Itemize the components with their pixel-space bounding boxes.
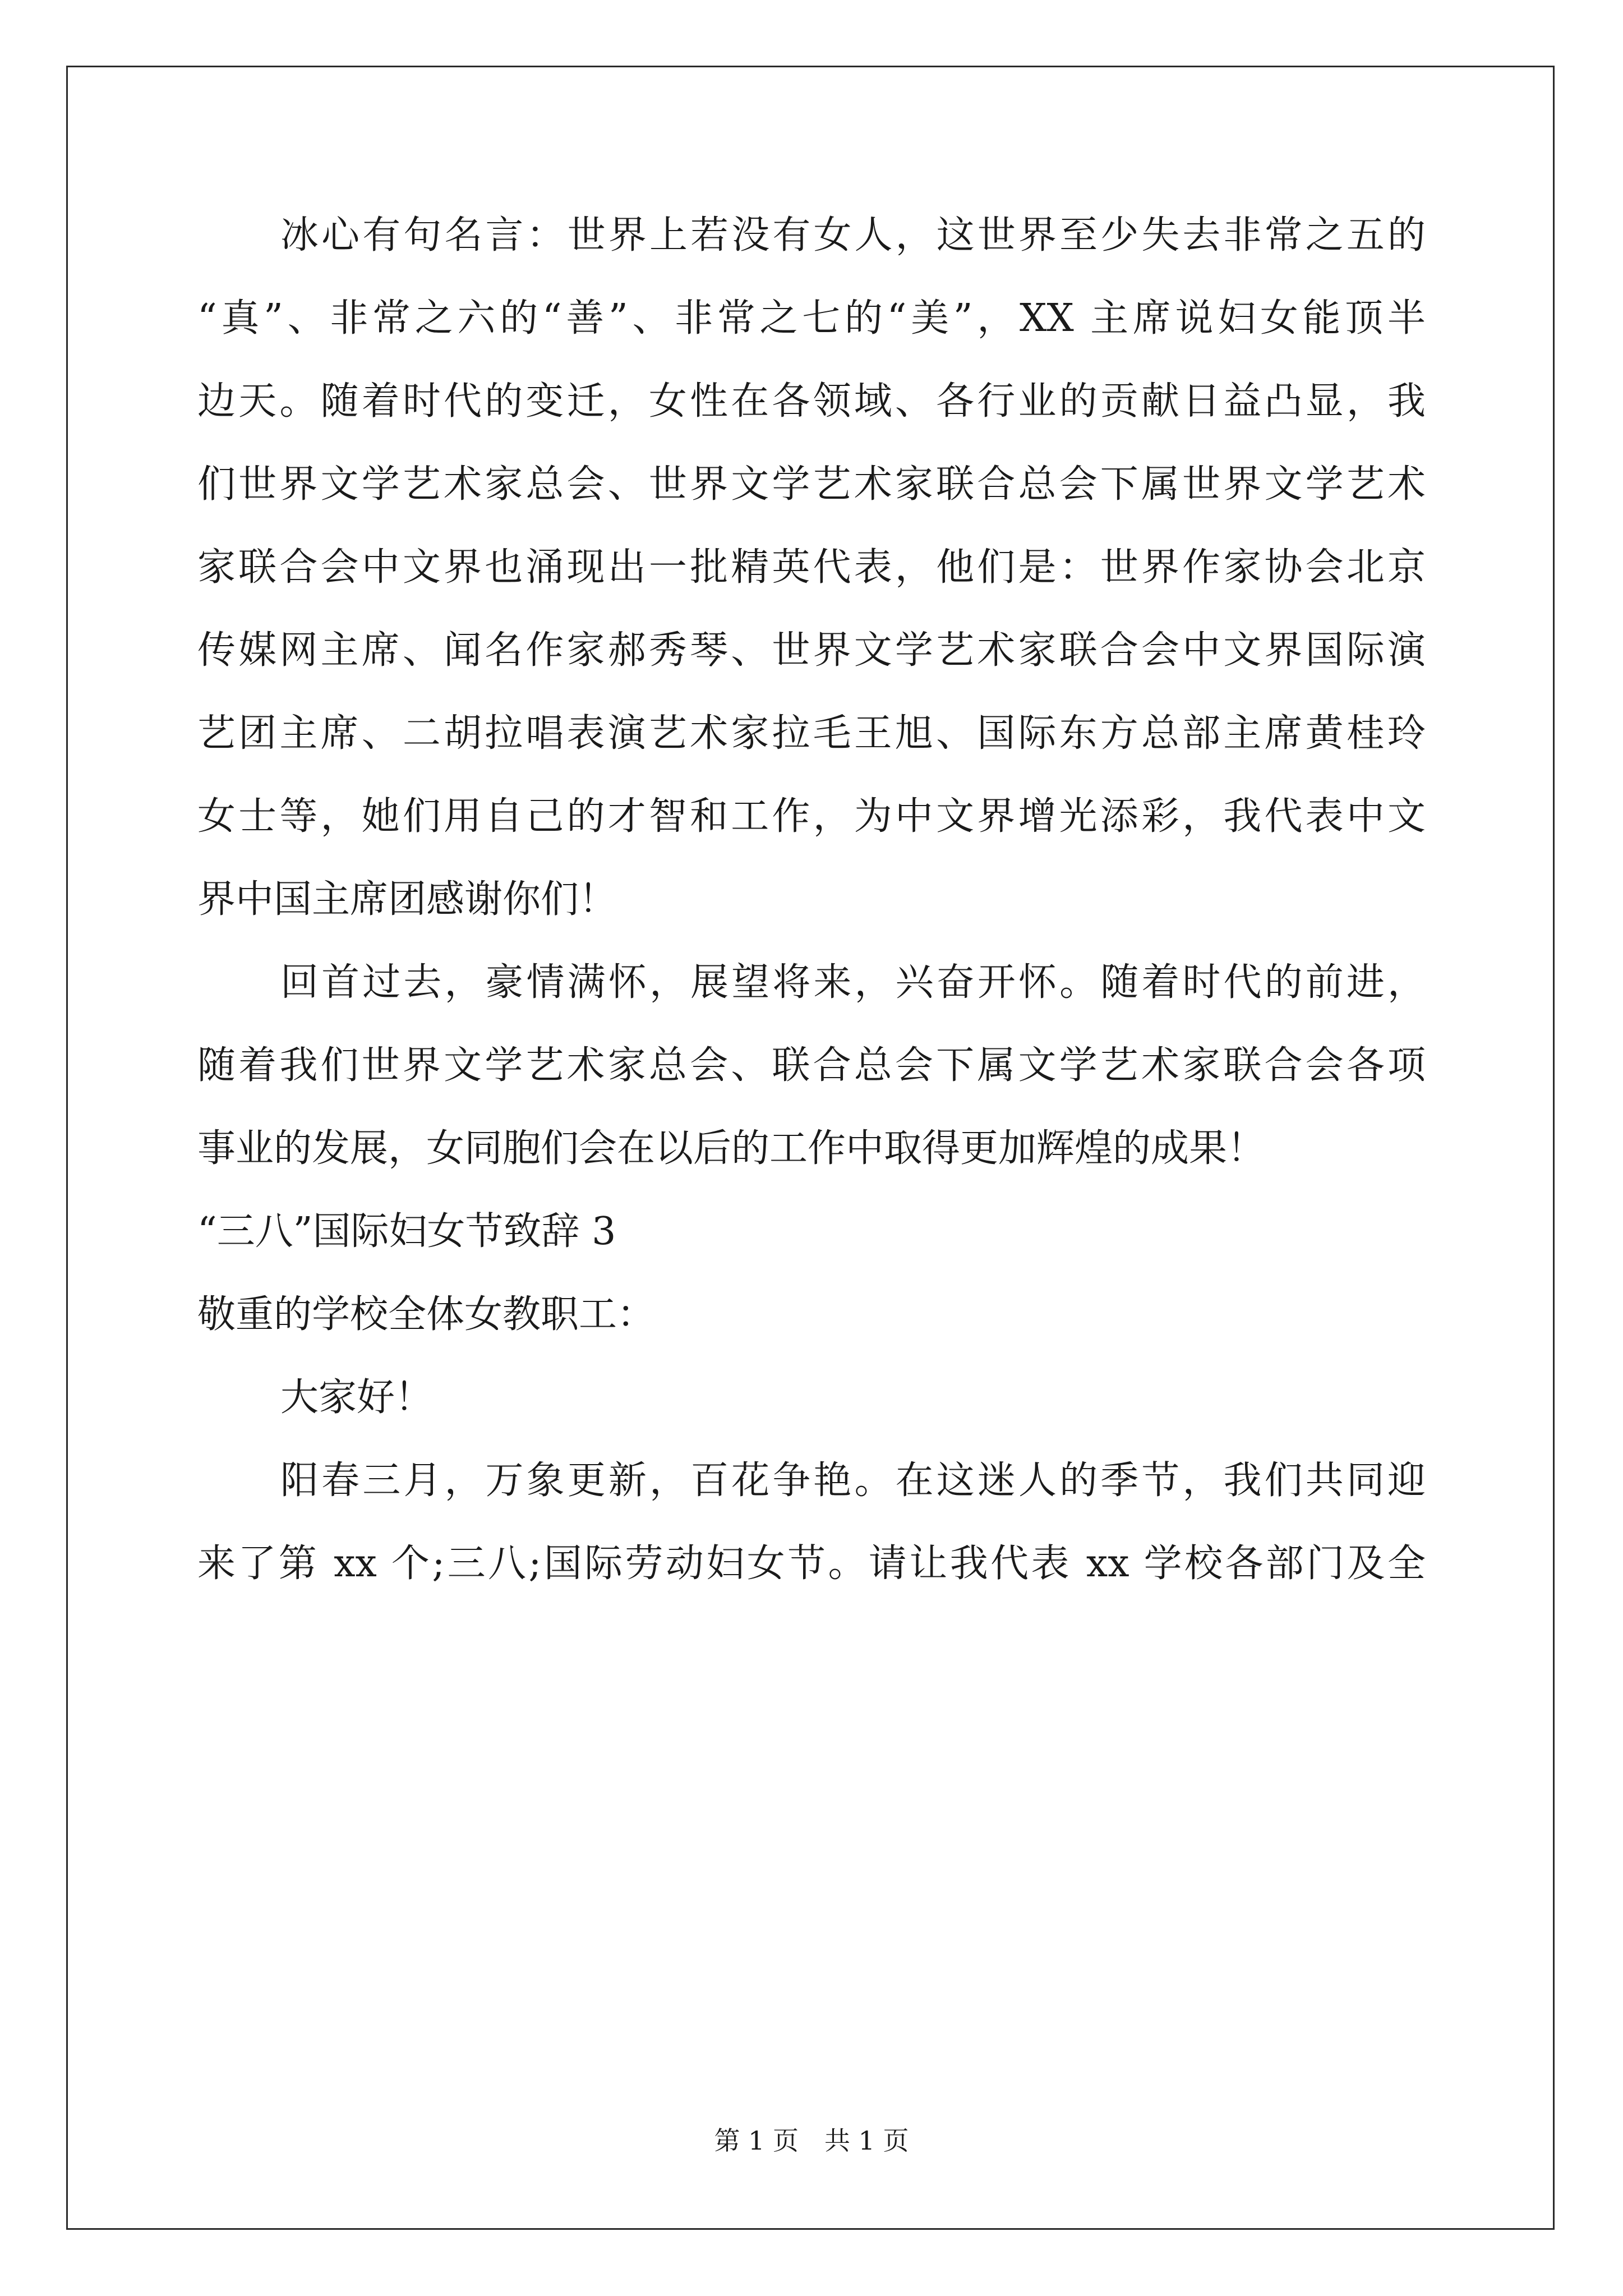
paragraph-2-line-2: 随着我们世界文学艺术家总会、联合总会下属文学艺术家联合会各项	[197, 1043, 1426, 1088]
paragraph-1-line-2: “真”、非常之六的“善”、非常之七的“美”，XX 主席说妇女能顶半	[197, 296, 1426, 341]
greeting: 大家好！	[280, 1375, 434, 1420]
paragraph-1-line-9: 界中国主席团感谢你们！	[197, 877, 617, 922]
paragraph-2-line-1: 回首过去，豪情满怀，展望将来，兴奋开怀。随着时代的前进，	[280, 960, 1426, 1005]
paragraph-3-line-1: 阳春三月，万象更新，百花争艳。在这迷人的季节，我们共同迎	[280, 1458, 1426, 1503]
paragraph-2-line-3: 事业的发展，女同胞们会在以后的工作中取得更加辉煌的成果！	[197, 1126, 1266, 1171]
paragraph-1-line-1: 冰心有句名言：世界上若没有女人，这世界至少失去非常之五的	[280, 213, 1426, 257]
paragraph-1-line-7: 艺团主席、二胡拉唱表演艺术家拉毛王旭、国际东方总部主席黄桂玲	[197, 711, 1426, 756]
paragraph-1-line-3: 边天。随着时代的变迁，女性在各领域、各行业的贡献日益凸显，我	[197, 379, 1426, 424]
salutation: 敬重的学校全体女教职工：	[197, 1292, 656, 1337]
paragraph-1-line-4: 们世界文学艺术家总会、世界文学艺术家联合总会下属世界文学艺术	[197, 462, 1426, 507]
section-heading: “三八”国际妇女节致辞 3	[197, 1209, 616, 1254]
paragraph-1-line-8: 女士等，她们用自己的才智和工作，为中文界增光添彩，我代表中文	[197, 794, 1426, 839]
page-footer: 第 1 页 共 1 页	[714, 2125, 909, 2156]
paragraph-3-line-2: 来了第 xx 个;三八;国际劳动妇女节。请让我代表 xx 学校各部门及全	[197, 1542, 1426, 1586]
paragraph-1-line-5: 家联合会中文界也涌现出一批精英代表，他们是：世界作家协会北京	[197, 545, 1426, 590]
paragraph-1-line-6: 传媒网主席、闻名作家郝秀琴、世界文学艺术家联合会中文界国际演	[197, 628, 1426, 673]
